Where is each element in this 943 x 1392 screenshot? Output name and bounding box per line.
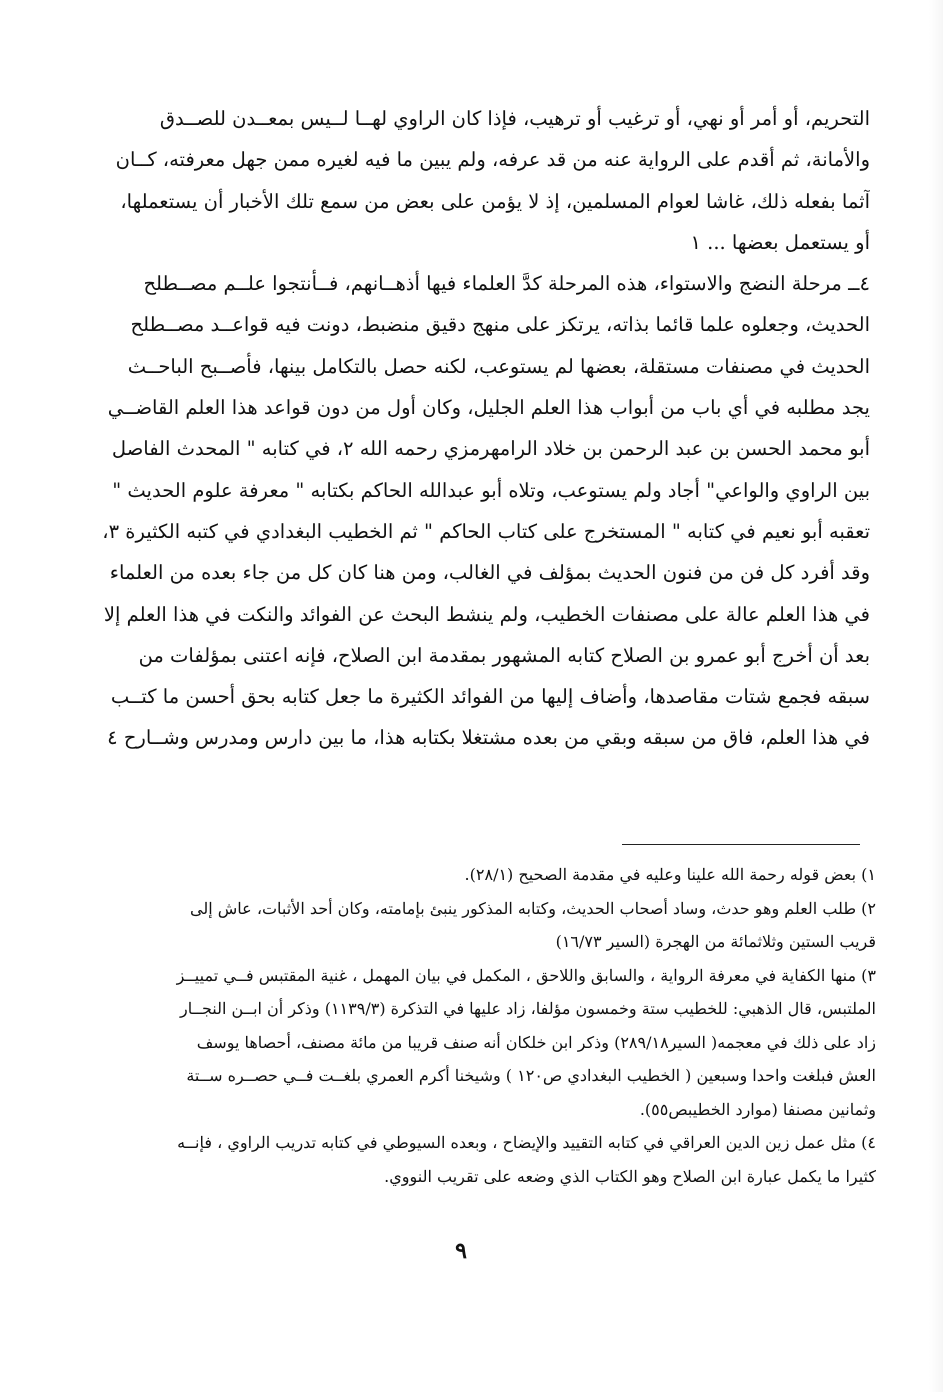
- main-text-block: [66, 98, 870, 759]
- body-line: يجد مطلبه في أي باب من أبواب هذا العلم الجليل، وكان أول من دون قواعد هذا العلم القاضــي: [107, 396, 870, 420]
- footnote-line: ٤) مثل عمل زين الدين العراقي في كتابه التقييد والإيضاح ، وبعده السيوطي في كتابه تدريب الراوي ، فإنــه: [177, 1133, 876, 1152]
- body-line: في هذا العلم عالة على مصنفات الخطيب، ولم ينشط البحث عن الفوائد والنكت في هذا العلم إلا: [103, 602, 870, 626]
- body-line: آثما بفعله ذلك، غاشا لعوام المسلمين، إذ لا يؤمن على بعض من سمع تلك الأخبار أن يستعملها،: [120, 189, 870, 213]
- body-line: بعد أن أخرج أبو عمرو بن الصلاح كتابه المشهور بمقدمة ابن الصلاح، فإنه اعتنى بمؤلفات من: [138, 643, 870, 667]
- scan-edge-shading: [929, 0, 943, 1392]
- footnote-line: ٣) منها الكفاية في معرفة الرواية ، والسابق واللاحق ، المكمل في بيان المهمل ، غنية المقتبس فــي تمييــز: [176, 965, 876, 985]
- footnote-line: ١) بعض قوله رحمة الله علينا وعليه في مقدمة الصحيح (٢٨/١).: [464, 865, 876, 884]
- body-line: الحديث في مصنفات مستقلة، بعضها لم يستوعب، لكنه حصل بالتكامل بينها، فأصــبح الباحــث: [127, 354, 870, 378]
- body-line: أبو محمد الحسن بن عبد الرحمن بن خلاد الرامهرمزي رحمه الله ٢، في كتابه " المحدث الفاصل: [111, 437, 870, 461]
- body-line: وقد أفرد كل فن من فنون الحديث بمؤلف في الغالب، ومن هنا كان كل من جاء بعده من العلماء: [109, 561, 870, 585]
- body-line: بين الراوي والواعي" أجاد ولم يستوعب، وتلاه أبو عبدالله الحاكم بكتابه " معرفة علوم الحديث ": [112, 478, 870, 502]
- footnote-line: زاد على ذلك في معجمه( السير٢٨٩/١٨) وذكر ابن خلكان أنه صنف قريبا من مائة مصنف، أحصاها يوسف: [196, 1032, 876, 1052]
- body-line: ٤ــ مرحلة النضج والاستواء، هذه المرحلة كدَّ العلماء فيها أذهــانهم، فــأنتجوا علــم مصــطلح: [143, 272, 870, 296]
- footnotes-block: [66, 858, 876, 1193]
- footnote-line: الملتبس، قال الذهبي: للخطيب ستة وخمسون مؤلفا، زاد عليها في التذكرة (١١٣٩/٣) وذكر أن ابــن النجــار: [179, 999, 876, 1018]
- footnote-line: قريب الستين وثلاثمائة من الهجرة (السير ١٦/٧٣): [555, 932, 876, 951]
- body-line: والأمانة، ثم أقدم على الرواية عنه من قد عرفه، ولم يبين ما فيه لغيره ممن جهل معرفته، كــان: [115, 148, 870, 172]
- page-number: ٩: [455, 1238, 467, 1264]
- body-line: الحديث، وجعلوه علما قائما بذاته، يرتكز على منهج دقيق منضبط، دونت فيه قواعــد مصــطلح: [130, 313, 870, 337]
- footnote-line: ٢) طلب العلم وهو حدث، وساد أصحاب الحديث، وكتابه المذكور ينبئ بإمامته، وكان أحد الأثبات، عاش إلى: [190, 898, 876, 918]
- body-line: في هذا العلم، فاق من سبقه وبقي من بعده مشتغلا بكتابه هذا، ما بين دارس ومدرس وشــارح ٤: [107, 726, 870, 750]
- body-line: التحريم، أو أمر أو نهي، أو ترغيب أو ترهيب، فإذا كان الراوي لهــا لــيس بمعــدن للصــدق: [159, 107, 870, 130]
- body-line: أو يستعمل بعضها ... ١: [690, 230, 870, 254]
- body-line: تعقبه أبو نعيم في كتابه " المستخرج على كتاب الحاكم " ثم الخطيب البغدادي في كتبه الكثيرة ٣،: [102, 519, 870, 543]
- footnote-line: وثمانين مصنفا (موارد الخطيبص٥٥).: [639, 1099, 876, 1119]
- footnote-separator: [622, 844, 860, 845]
- body-line: سبقه فجمع شتات مقاصدها، وأضاف إليها من الفوائد الكثيرة ما جعل كتابه بحق أحسن ما كتــب: [110, 685, 870, 709]
- footnote-line: العش فبلغت واحدا وسبعين ( الخطيب البغدادي ص١٢٠ ) وشيخنا أكرم العمري بلغــت فــي حصــره ســتة: [186, 1066, 876, 1085]
- footnote-line: كثيرا ما يكمل عبارة ابن الصلاح وهو الكتاب الذي وضعه على تقريب النووي.: [384, 1166, 876, 1186]
